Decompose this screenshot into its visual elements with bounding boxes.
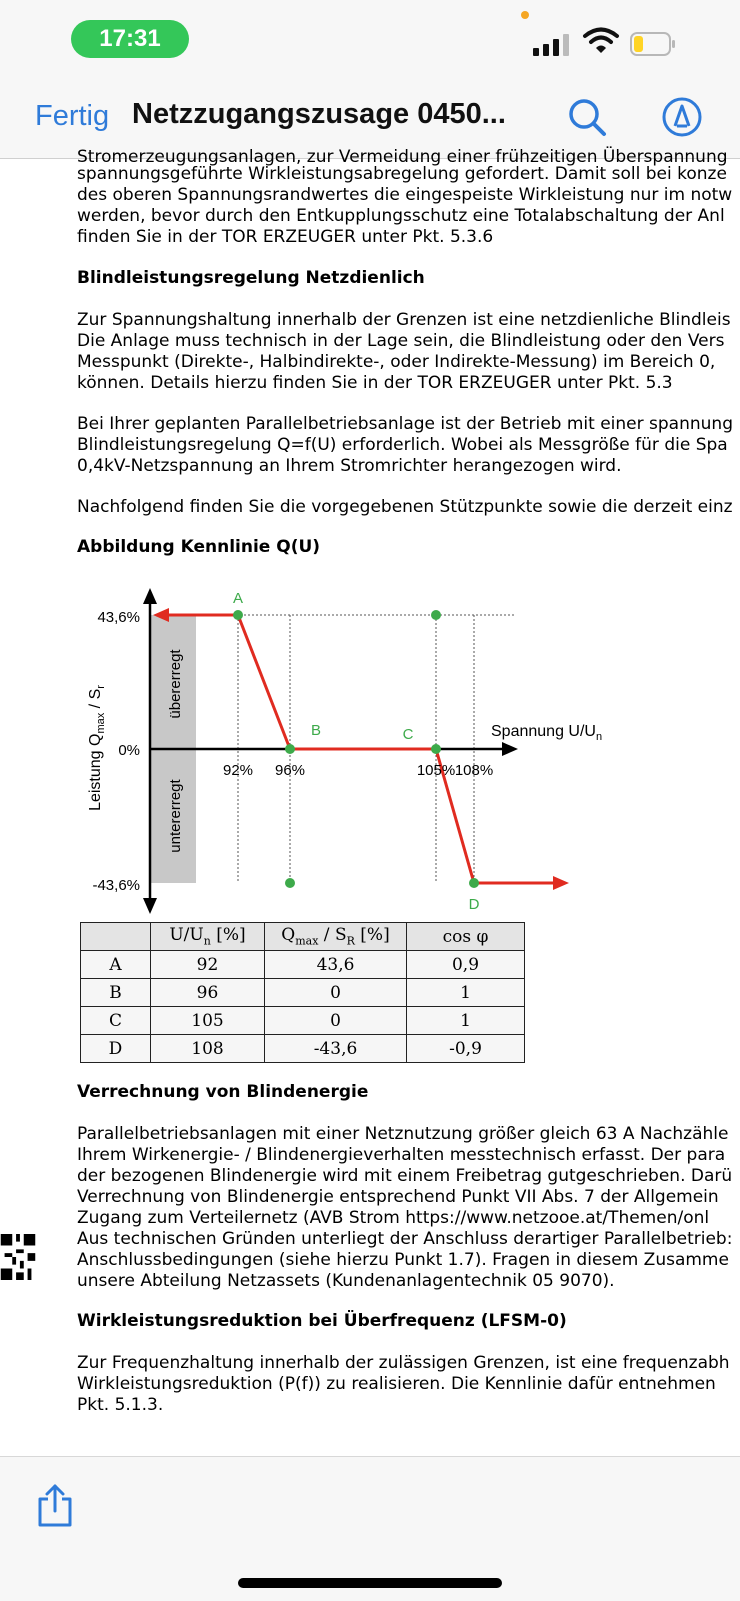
table-header-cell: $U/U_n$ [%] (151, 923, 265, 951)
text-line: Zugang zum Verteilernetz (AVB Strom https://www.netzooe.at/Themen/onl (77, 1208, 710, 1228)
text-line: Messpunkt (Direkte-, Halbindirekte-, oder Indirekte-Messung) im Bereich 0, (77, 352, 716, 372)
text-line: unsere Abteilung Netzassets (Kundenanlagentechnik 05 9070). (77, 1271, 615, 1291)
text-line: der bezogenen Blindenergie wird mit einem Freibetrag gutgeschrieben. Darü (77, 1166, 733, 1186)
qr-code-icon (0, 1234, 36, 1280)
chart-band-label-under: untererregt (167, 779, 184, 853)
text-line: Verrechnung von Blindenergie entsprechend Punkt VII Abs. 7 der Allgemein (77, 1187, 719, 1207)
chart-ylabel: Leistung $Q_{max} / S_r$ (87, 685, 107, 811)
chart-y-axis-arrow-down (143, 898, 157, 914)
table-row (81, 979, 525, 1007)
chart-x-axis-arrow (502, 742, 518, 756)
chart-ytick-label: 43,6% (97, 609, 140, 626)
text-line: können. Details hierzu finden Sie in der TOR ERZEUGER unter Pkt. 5.3 (77, 373, 673, 393)
battery-icon (630, 32, 676, 56)
chart-xtick-label: 105% (416, 762, 456, 779)
chart-xtick-label: 92% (222, 762, 254, 779)
heading-lfsm: Wirkleistungsreduktion bei Überfrequenz (LFSM-0) (77, 1311, 567, 1331)
table-cell: 0 (265, 979, 407, 1007)
text-line: Anschlussbedingungen (siehe hierzu Punkt 1.7). Fragen in diesem Zusamme (77, 1250, 729, 1270)
text-line: werden, bevor durch den Entkupplungsschutz eine Totalabschaltung der Anl (77, 206, 725, 226)
table-cell: B (81, 979, 151, 1007)
table-row (81, 951, 525, 979)
wifi-icon (583, 27, 619, 55)
status-time[interactable]: 17:31 (71, 20, 189, 58)
text-line: Stromerzeugungsanlagen, zur Vermeidung einer frühzeitigen Überspannung (77, 147, 728, 167)
table-cell: 105 (151, 1007, 265, 1035)
qu-points-table (80, 922, 525, 1063)
chart-band-label-over: übererregt (167, 649, 184, 719)
heading-figure: Abbildung Kennlinie Q(U) (77, 537, 321, 557)
text-line: spannungsgeführte Wirkleistungsabregelung gefordert. Damit soll bei konze (77, 164, 727, 184)
table-cell: D (81, 1035, 151, 1063)
chart-point-label: A (232, 590, 244, 607)
table-header-cell (81, 923, 151, 951)
qu-characteristic-chart (77, 588, 603, 918)
camera-indicator-icon (521, 11, 529, 19)
chart-point-label: B (310, 722, 322, 739)
text-line: Aus technischen Gründen unterliegt der Anschluss derartiger Parallelbetrieb: (77, 1229, 733, 1249)
chart-point-d (469, 878, 479, 888)
table-header-cell: $Q_{max} / S_R$ [%] (265, 923, 407, 951)
text-line: Wirkleistungsreduktion (P(f)) zu realisieren. Die Kennlinie dafür entnehmen (77, 1374, 716, 1394)
table-cell: 92 (151, 951, 265, 979)
table-cell: 0 (265, 1007, 407, 1035)
table-row (81, 1007, 525, 1035)
chart-guide-point (285, 878, 295, 888)
table-header-row (81, 923, 525, 951)
chart-xtick-label: 96% (274, 762, 306, 779)
text-line: 0,4kV-Netzspannung an Ihrem Stromrichter herangezogen wird. (77, 456, 622, 476)
text-line: des oberen Spannungsrandwertes die eingespeiste Wirkleistung nur im notw (77, 185, 733, 205)
search-icon[interactable] (566, 96, 608, 138)
text-line: Parallelbetriebsanlagen mit einer Netznutzung größer gleich 63 A Nachzähle (77, 1124, 729, 1144)
table-cell: 0,9 (407, 951, 525, 979)
done-button[interactable]: Fertig (35, 100, 110, 132)
table-header-cell: cos φ (407, 923, 525, 951)
paragraph-stuetzpunkte: Nachfolgend finden Sie die vorgegebenen Stützpunkte sowie die derzeit einz (77, 497, 733, 517)
chart-xtick-label: 108% (454, 762, 494, 779)
status-bar (0, 0, 740, 78)
table-cell: 1 (407, 1007, 525, 1035)
heading-verrechnung: Verrechnung von Blindenergie (77, 1082, 369, 1102)
chart-ytick-label: -43,6% (92, 877, 140, 894)
table-cell: 96 (151, 979, 265, 1007)
table-row (81, 1035, 525, 1063)
cellular-signal-icon (533, 32, 571, 56)
text-line: Zur Frequenzhaltung innerhalb der zulässigen Grenzen, ist eine frequenzabh (77, 1353, 730, 1373)
table-cell: C (81, 1007, 151, 1035)
heading-blindleistung: Blindleistungsregelung Netzdienlich (77, 268, 425, 288)
chart-guide-point (431, 610, 441, 620)
text-line: Blindleistungsregelung Q=f(U) erforderlich. Wobei als Messgröße für die Spa (77, 435, 728, 455)
chart-point-b (285, 744, 295, 754)
chart-series-arrow-right (553, 876, 569, 890)
table-cell: 108 (151, 1035, 265, 1063)
chart-point-label: D (468, 896, 480, 913)
share-icon[interactable] (36, 1483, 74, 1527)
chart-point-c (431, 744, 441, 754)
chart-ytick-label: 0% (118, 742, 140, 759)
bottom-toolbar (0, 1456, 740, 1601)
table-cell: -43,6 (265, 1035, 407, 1063)
text-line: Die Anlage muss technisch in der Lage sein, die Blindleistung oder den Vers (77, 331, 725, 351)
text-line: Pkt. 5.1.3. (77, 1395, 164, 1415)
document-title: Netzzugangszusage 0450... (132, 98, 506, 130)
text-line: finden Sie in der TOR ERZEUGER unter Pkt. 5.3.6 (77, 227, 494, 247)
text-line: Ihrem Wirkenergie- / Blindenergieverhalten messtechnisch erfasst. Der para (77, 1145, 726, 1165)
chart-point-a (233, 610, 243, 620)
home-indicator[interactable] (238, 1578, 502, 1588)
chart-y-axis-arrow-up (143, 588, 157, 604)
chart-point-label: C (402, 726, 414, 743)
markup-icon[interactable] (661, 96, 703, 138)
text-line: Bei Ihrer geplanten Parallelbetriebsanlage ist der Betrieb mit einer spannung (77, 414, 733, 434)
chart-xlabel: Spannung $U/U_n$ (491, 723, 603, 743)
text-line: Zur Spannungshaltung innerhalb der Grenzen ist eine netzdienliche Blindleis (77, 310, 731, 330)
table-cell: A (81, 951, 151, 979)
table-cell: 1 (407, 979, 525, 1007)
table-cell: -0,9 (407, 1035, 525, 1063)
table-cell: 43,6 (265, 951, 407, 979)
